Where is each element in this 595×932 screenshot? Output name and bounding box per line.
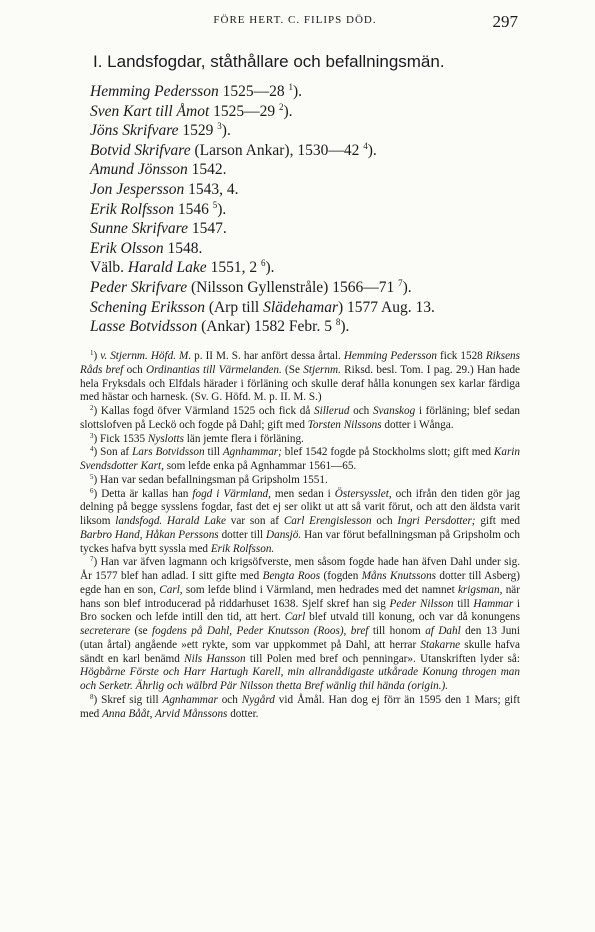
footnote-text: som lefde blind i Värmland, men hedrades med det namnet: [182, 583, 458, 596]
person-name: Peder Skrifvare: [90, 278, 188, 296]
footnote-text: ) Skref sig till: [93, 693, 163, 706]
footnote: [80, 488, 520, 557]
person-name: Erik Rolfsson: [90, 200, 174, 218]
entry-dates: 1542.: [187, 161, 227, 179]
entry-tail: ).: [283, 102, 293, 120]
footnote-ref: 1: [288, 82, 293, 92]
italic-text: Ingri Persdotter;: [397, 515, 476, 527]
place-name: Slädehamar: [263, 298, 338, 316]
italic-text: Ordinantias till Värmelanden.: [146, 363, 282, 376]
footnote: [80, 694, 520, 722]
person-name: Lasse Botvidsson: [90, 318, 198, 336]
footnote-text: (Se: [281, 363, 304, 376]
list-item: [90, 121, 590, 141]
entry-dates: 1548.: [163, 239, 203, 257]
italic-text: Barbro Hand, Håkan Perssons: [80, 528, 219, 541]
footnote-ref: 2: [279, 101, 284, 112]
footnote-text: vid Åmål. Han dog ej förr än 1595 den 1 Mars; gift med: [80, 693, 521, 720]
footnote: [80, 350, 520, 405]
italic-text: Lars Botvidsson: [132, 446, 205, 459]
footnote-text: var son af: [225, 515, 284, 527]
footnote-number: 2: [90, 404, 94, 412]
running-header: FÖRE HERT. C. FILIPS DÖD.: [213, 14, 377, 26]
italic-text: v. Stjernm. Höfd. M.: [100, 350, 192, 362]
italic-text: Carl: [284, 611, 306, 624]
footnote-text: ) Han var äfven lagmann och krigsöfverste, men såsom fogde hade han äfven Dahl under sig. År 1577 blef han adlad. I sitt gifte med: [80, 556, 520, 582]
footnote-number: 1: [90, 349, 94, 357]
footnote-text: och: [349, 405, 373, 417]
footnote-text: den 13 Juni (utan årtal) angående »ett rykte, som var uppkommet på Dahl, att herrar: [80, 625, 521, 651]
italic-text: Hammar: [473, 597, 514, 610]
entry-tail: ).: [217, 200, 227, 218]
footnote-text: och: [217, 693, 242, 706]
footnote-text: Riksd. besl. Tom. I pag. 29.) Han hade hela Fryksdals och Elfdals härader i förläning och skulle deraf hålla konungen sex karlar färdiga med hästar och harnesk. (Sv. G. Höfd. M. p. II. M. S.): [80, 363, 521, 404]
footnote-ref: 4: [363, 140, 368, 151]
italic-text: landsfogd. Harald Lake: [115, 515, 226, 527]
italic-text: Östersysslet,: [334, 487, 392, 500]
footnote: [80, 446, 520, 474]
entry-dates: (Arp till: [204, 298, 264, 316]
entry-prefix: Välb.: [90, 259, 128, 277]
list-item: [90, 160, 590, 180]
footnote-text: ) Son af: [93, 446, 133, 459]
entry-tail: ).: [292, 83, 303, 100]
office-holder-list: [90, 82, 590, 337]
page-number: 297: [492, 12, 518, 31]
list-item: [90, 239, 590, 259]
list-item: [90, 102, 590, 122]
entry-tail: ).: [340, 318, 350, 336]
footnote-number: 8: [90, 692, 94, 701]
footnote: [80, 474, 520, 488]
footnote-text: (fogden: [320, 570, 362, 582]
person-name: Hemming Pedersson: [90, 83, 219, 100]
footnote-text: ) Kallas fogd öfver Värmland 1525 och fick då: [93, 405, 314, 417]
entry-dates: 1525—29: [209, 102, 280, 120]
italic-text: Nyslotts: [147, 432, 184, 445]
footnote-text: ) Han var sedan befallningsman på Gripsholm 1551.: [93, 473, 328, 486]
entry-dates: 1547.: [188, 220, 227, 238]
italic-text: Carl Erengislesson: [283, 515, 372, 527]
entry-tail: ).: [265, 259, 275, 277]
person-name: Jon Jespersson: [90, 180, 185, 198]
list-item: [90, 82, 590, 102]
list-item: [90, 258, 590, 278]
footnote-text: till Polen med bref och penningar». Utanskriften lyder så:: [245, 652, 520, 665]
entry-tail: ).: [402, 278, 412, 296]
italic-text: krigsman,: [457, 583, 503, 596]
entry-dates: 1525—28: [218, 83, 289, 100]
list-item: [90, 180, 590, 200]
person-name: Sunne Skrifvare: [90, 220, 188, 238]
footnote-text: och: [123, 363, 147, 376]
entry-tail: ).: [221, 122, 231, 140]
footnote-ref: 3: [217, 121, 222, 132]
italic-text: Måns Knutssons: [361, 570, 437, 582]
person-name: Schening Eriksson: [90, 298, 205, 316]
footnote-text: som lefde enka på Agnhammar 1561—65.: [163, 460, 357, 472]
footnotes: [80, 350, 520, 721]
person-name: Amund Jönsson: [90, 161, 188, 179]
person-name: Botvid Skrifvare: [90, 141, 191, 159]
list-item: [90, 278, 590, 298]
person-name: Jöns Skrifvare: [90, 122, 179, 140]
italic-text: Torsten Nilssons: [307, 418, 382, 431]
footnote-text: gift med: [475, 515, 521, 527]
footnote-number: 3: [90, 431, 94, 440]
footnote-text: ) Detta är kallas han: [93, 487, 193, 500]
italic-text: Dansjö.: [266, 528, 302, 541]
list-item: [90, 219, 590, 239]
footnote-text: till honom: [368, 625, 426, 637]
footnote-text: och ifrån den tiden gör jag delning på begge sysslens fogdar, fast det ej ser olikt ut att så varit förut, och att den äldsta varit liksom: [80, 487, 521, 527]
entry-tail: ).: [367, 141, 377, 159]
list-item: [90, 141, 590, 161]
footnote-ref: 6: [260, 258, 266, 269]
italic-text: secreterare: [80, 625, 131, 637]
italic-text: Stakarne: [420, 638, 461, 651]
footnote-text: dotter i Wånga.: [381, 418, 454, 431]
italic-text: Svanskog: [372, 405, 416, 417]
italic-text: Carl,: [159, 583, 183, 596]
footnote-number: 4: [90, 445, 94, 454]
footnote-number: 5: [90, 472, 94, 481]
footnote: [80, 433, 520, 447]
footnote-text: blef 1542 fogde på Stockholms slott; gift med: [281, 446, 494, 459]
footnote-text: blef utvald till konung, och var då konungens: [305, 611, 520, 624]
footnote-text: till: [204, 446, 223, 459]
footnote-text: dotter.: [227, 707, 259, 720]
italic-text: Hemming Pedersson: [343, 350, 437, 362]
footnote-text: ): [93, 350, 101, 362]
italic-text: Karin Svendsdotter Kart,: [80, 446, 521, 472]
entry-dates: (Nilsson Gyllenstråle) 1566—71: [187, 278, 399, 296]
footnote-number: 7: [90, 555, 94, 564]
person-name: Erik Olsson: [90, 239, 164, 257]
italic-text: Högbårne Förste och Harr Hartugh Karell, min allranådigaste utkårade Konung throgen man och Serketr. Ährlig och wälbrd Pär Nilsson thetta Bref wänlig thil hända (origin.).: [80, 666, 520, 692]
footnote-number: 6: [90, 486, 94, 495]
footnote-text: (se: [130, 625, 153, 637]
italic-text: Agnhammar;: [222, 446, 282, 459]
italic-text: Stjernm.: [303, 363, 341, 376]
person-name: Harald Lake: [127, 259, 207, 277]
italic-text: Riksens Råds bref: [80, 350, 520, 376]
list-item: [90, 200, 590, 220]
entry-dates: (Larson Ankar), 1530—42: [190, 141, 364, 159]
entry-dates: (Ankar) 1582 Febr. 5: [197, 318, 336, 336]
entry-dates: ) 1577 Aug. 13.: [338, 298, 435, 316]
footnote-ref: 7: [398, 277, 403, 288]
footnote-text: i förläning; blef sedan slottslofven på Leckö och fogde på Dahl; gift med: [80, 405, 521, 431]
footnote-ref: 5: [212, 199, 218, 210]
list-item: [90, 298, 590, 318]
footnote-text: ) Fick 1535: [93, 432, 148, 445]
footnote-text: Han var förut befallningsman på Gripsholm och tyckes hafva bytt syssla med: [80, 528, 520, 555]
footnote-text: när hans son blef introducerad på riddarhuset 1638. Sjelf skref han sig: [80, 583, 520, 610]
italic-text: Agnhammar: [162, 693, 218, 706]
entry-dates: 1543, 4.: [184, 180, 239, 198]
italic-text: fogdens på Dahl, Peder Knutsson (Roos), bref: [152, 625, 369, 637]
footnote-text: dotter till Asberg) egde han en son,: [80, 570, 520, 596]
italic-text: af Dahl: [425, 625, 461, 637]
italic-text: Sillerud: [314, 405, 350, 417]
entry-dates: 1529: [178, 122, 218, 140]
footnote-text: län jemte flera i förläning.: [183, 432, 304, 445]
list-item: [90, 317, 590, 337]
italic-text: Nygård: [241, 693, 275, 706]
footnote: [80, 556, 520, 694]
entry-dates: 1551, 2: [206, 259, 261, 277]
person-name: Sven Kart till Åmot: [90, 102, 210, 120]
italic-text: fogd i Värmland,: [192, 487, 271, 500]
footnote-text: men sedan i: [270, 487, 335, 500]
entry-dates: 1546: [173, 200, 213, 218]
footnote-text: till: [453, 597, 474, 610]
section-title: I. Landsfogdar, ståthållare och befallningsmän.: [93, 52, 445, 71]
footnote-text: fick 1528: [436, 350, 486, 362]
footnote-text: p. II M. S. har anfört dessa årtal.: [191, 350, 344, 362]
footnote-text: skulle hafva sändt en karl benämd: [80, 638, 520, 665]
italic-text: Bengta Roos: [262, 570, 321, 582]
italic-text: Nils Hansson: [184, 652, 246, 665]
footnote-text: dotter till: [218, 528, 267, 541]
footnote-ref: 8: [335, 317, 341, 328]
footnote: [80, 405, 520, 433]
italic-text: Peder Nilsson: [389, 597, 454, 610]
italic-text: Erik Rolfsson.: [210, 542, 275, 555]
footnote-text: i Bro socken och lefde intill den tid, att hert.: [80, 597, 520, 624]
italic-text: Anna Bååt, Arvid Månssons: [102, 707, 228, 720]
footnote-text: och: [371, 515, 398, 527]
